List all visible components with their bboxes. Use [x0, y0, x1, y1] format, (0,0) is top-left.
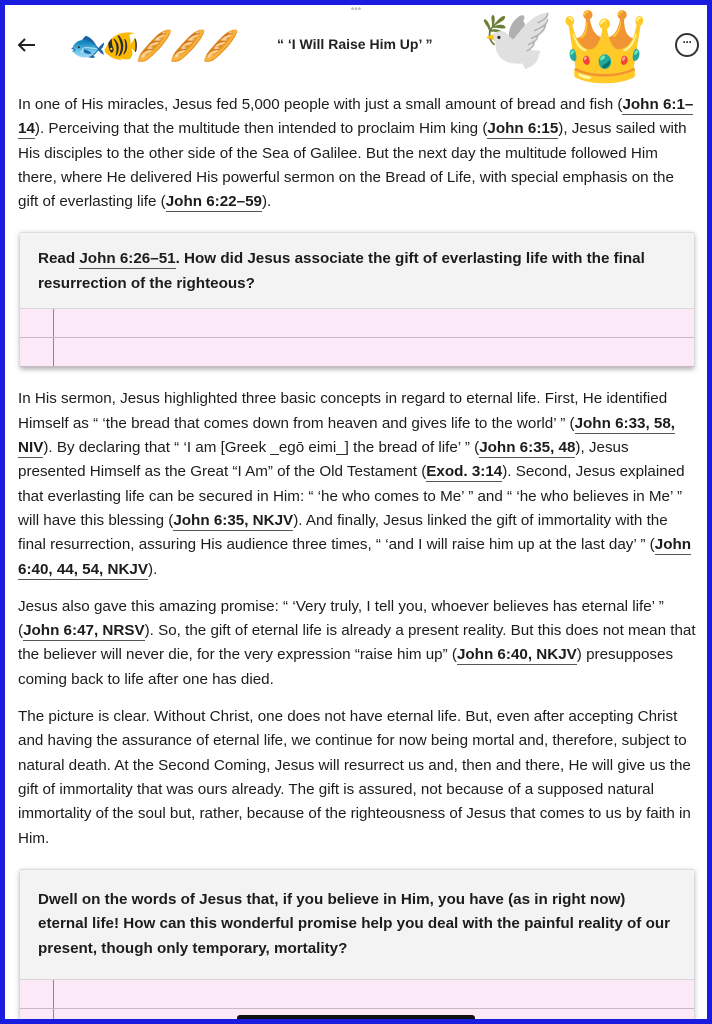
scripture-link[interactable]: John 6:33, 58, NIV [18, 414, 676, 457]
text: . How did Jesus associate the gift of everlasting life with the final resurrection of the righteous? [38, 250, 645, 292]
text: ) presupposes coming back to life after one has died. [18, 646, 674, 688]
question-box-1 [20, 232, 694, 367]
lesson-content [18, 93, 698, 1019]
paragraph-2 [18, 387, 698, 581]
text: Jesus also gave this amazing promise: “ ‘Very truly, I tell you, whoever believes has eternal life’ ” ( [18, 597, 664, 640]
text: ). So, the gift of eternal life is already a present reality. But this does not mean that the believer will never die, for the very expression “raise him up” ( [18, 622, 696, 664]
drag-grip-icon[interactable]: ••• [350, 5, 362, 15]
text: ). [148, 560, 158, 578]
question-text [20, 233, 694, 309]
text: ), Jesus sailed with His disciples to the other side of the Sea of Galilee. But the next day the multitude followed Him there, where He delivered His powerful sermon on the Bread of Life, with special emphasis on the gift of everlasting life ( [18, 120, 687, 211]
home-indicator[interactable] [237, 1015, 475, 1019]
question-box-2 [20, 869, 694, 1019]
text: In one of His miracles, Jesus fed 5,000 people with just a small amount of bread and fish ( [18, 96, 623, 113]
paragraph-4: The picture is clear. Without Christ, one does not have eternal life. But, even after accepting Christ and having the assurance of eternal life, we continue for now being mortal and, therefore, subject to natural death. At the Second Coming, Jesus will resurrect us and, then and there, He will give us the gift of immortality that was ours already. The gift is assured, not because of a supposed natural immortality of the soul but, rather, because of the righteousness of Jesus that comes to us by faith in Him. [18, 708, 691, 847]
crown-emoji: 👑 [561, 7, 649, 85]
scripture-link[interactable]: John 6:47, NRSV [23, 622, 145, 640]
text: ). [261, 193, 272, 211]
text: ). Perceiving that the multitude then intended to proclaim Him king ( [34, 120, 488, 138]
scripture-link[interactable]: Exod. 3:14 [426, 463, 503, 481]
back-arrow-icon[interactable] [13, 31, 41, 59]
paragraph-1 [18, 93, 698, 214]
more-options-icon[interactable]: ··· [675, 33, 699, 57]
dove-emoji: 🕊️ [479, 5, 554, 72]
text: ), Jesus presented Himself as the Great “I Am” of the Old Testament ( [18, 439, 629, 481]
page-title: “ ‘I Will Raise Him Up’ ” [277, 36, 433, 52]
fish-and-bread-emojis: 🐟🐠🥖🥖🥖 [69, 29, 236, 63]
scripture-link[interactable]: John 6:40, 44, 54, NKJV [18, 536, 692, 578]
scripture-link[interactable]: John 6:35, 48 [479, 439, 576, 457]
paragraph-3 [18, 595, 698, 692]
scripture-link[interactable]: John 6:40, NKJV [456, 646, 577, 664]
scripture-link[interactable]: John 6:22–59 [165, 193, 262, 211]
answer-line[interactable] [20, 338, 694, 367]
text: ). And finally, Jesus linked the gift of immortality with the final resurrection, assuring His audience three times, “ ‘and I will raise him up at the last day’ ” ( [18, 511, 668, 554]
scripture-link[interactable]: John 6:1–14 [18, 96, 694, 138]
arrow-left-icon [13, 31, 41, 59]
text: In His sermon, Jesus highlighted three basic concepts in regard to eternal life. First, He identified Himself as “ ‘the bread that comes down from heaven and gives life to the world’ ” ( [18, 390, 668, 432]
question-text: Dwell on the words of Jesus that, if you believe in Him, you have (as in right now) eternal life! How can this wonderful promise help you deal with the painful reality of our present, though only temporary, mortality? [20, 870, 694, 981]
scripture-link[interactable]: John 6:15 [487, 120, 559, 138]
top-bar [5, 5, 707, 89]
text: ). By declaring that “ ‘I am [Greek _egō eimi_] the bread of life’ ” ( [43, 439, 480, 457]
text: ). Second, Jesus explained that everlasting life can be secured in Him: “ ‘he who comes to Me’ ” and “ ‘he who believes in Me’ ” will have this blessing ( [18, 463, 685, 529]
app-window [5, 5, 707, 1019]
answer-line[interactable] [20, 309, 694, 338]
scripture-link[interactable]: John 6:35, NKJV [173, 511, 294, 529]
text: Read [38, 250, 80, 268]
scripture-link[interactable]: John 6:26–51 [79, 250, 176, 268]
answer-line[interactable] [20, 980, 694, 1009]
